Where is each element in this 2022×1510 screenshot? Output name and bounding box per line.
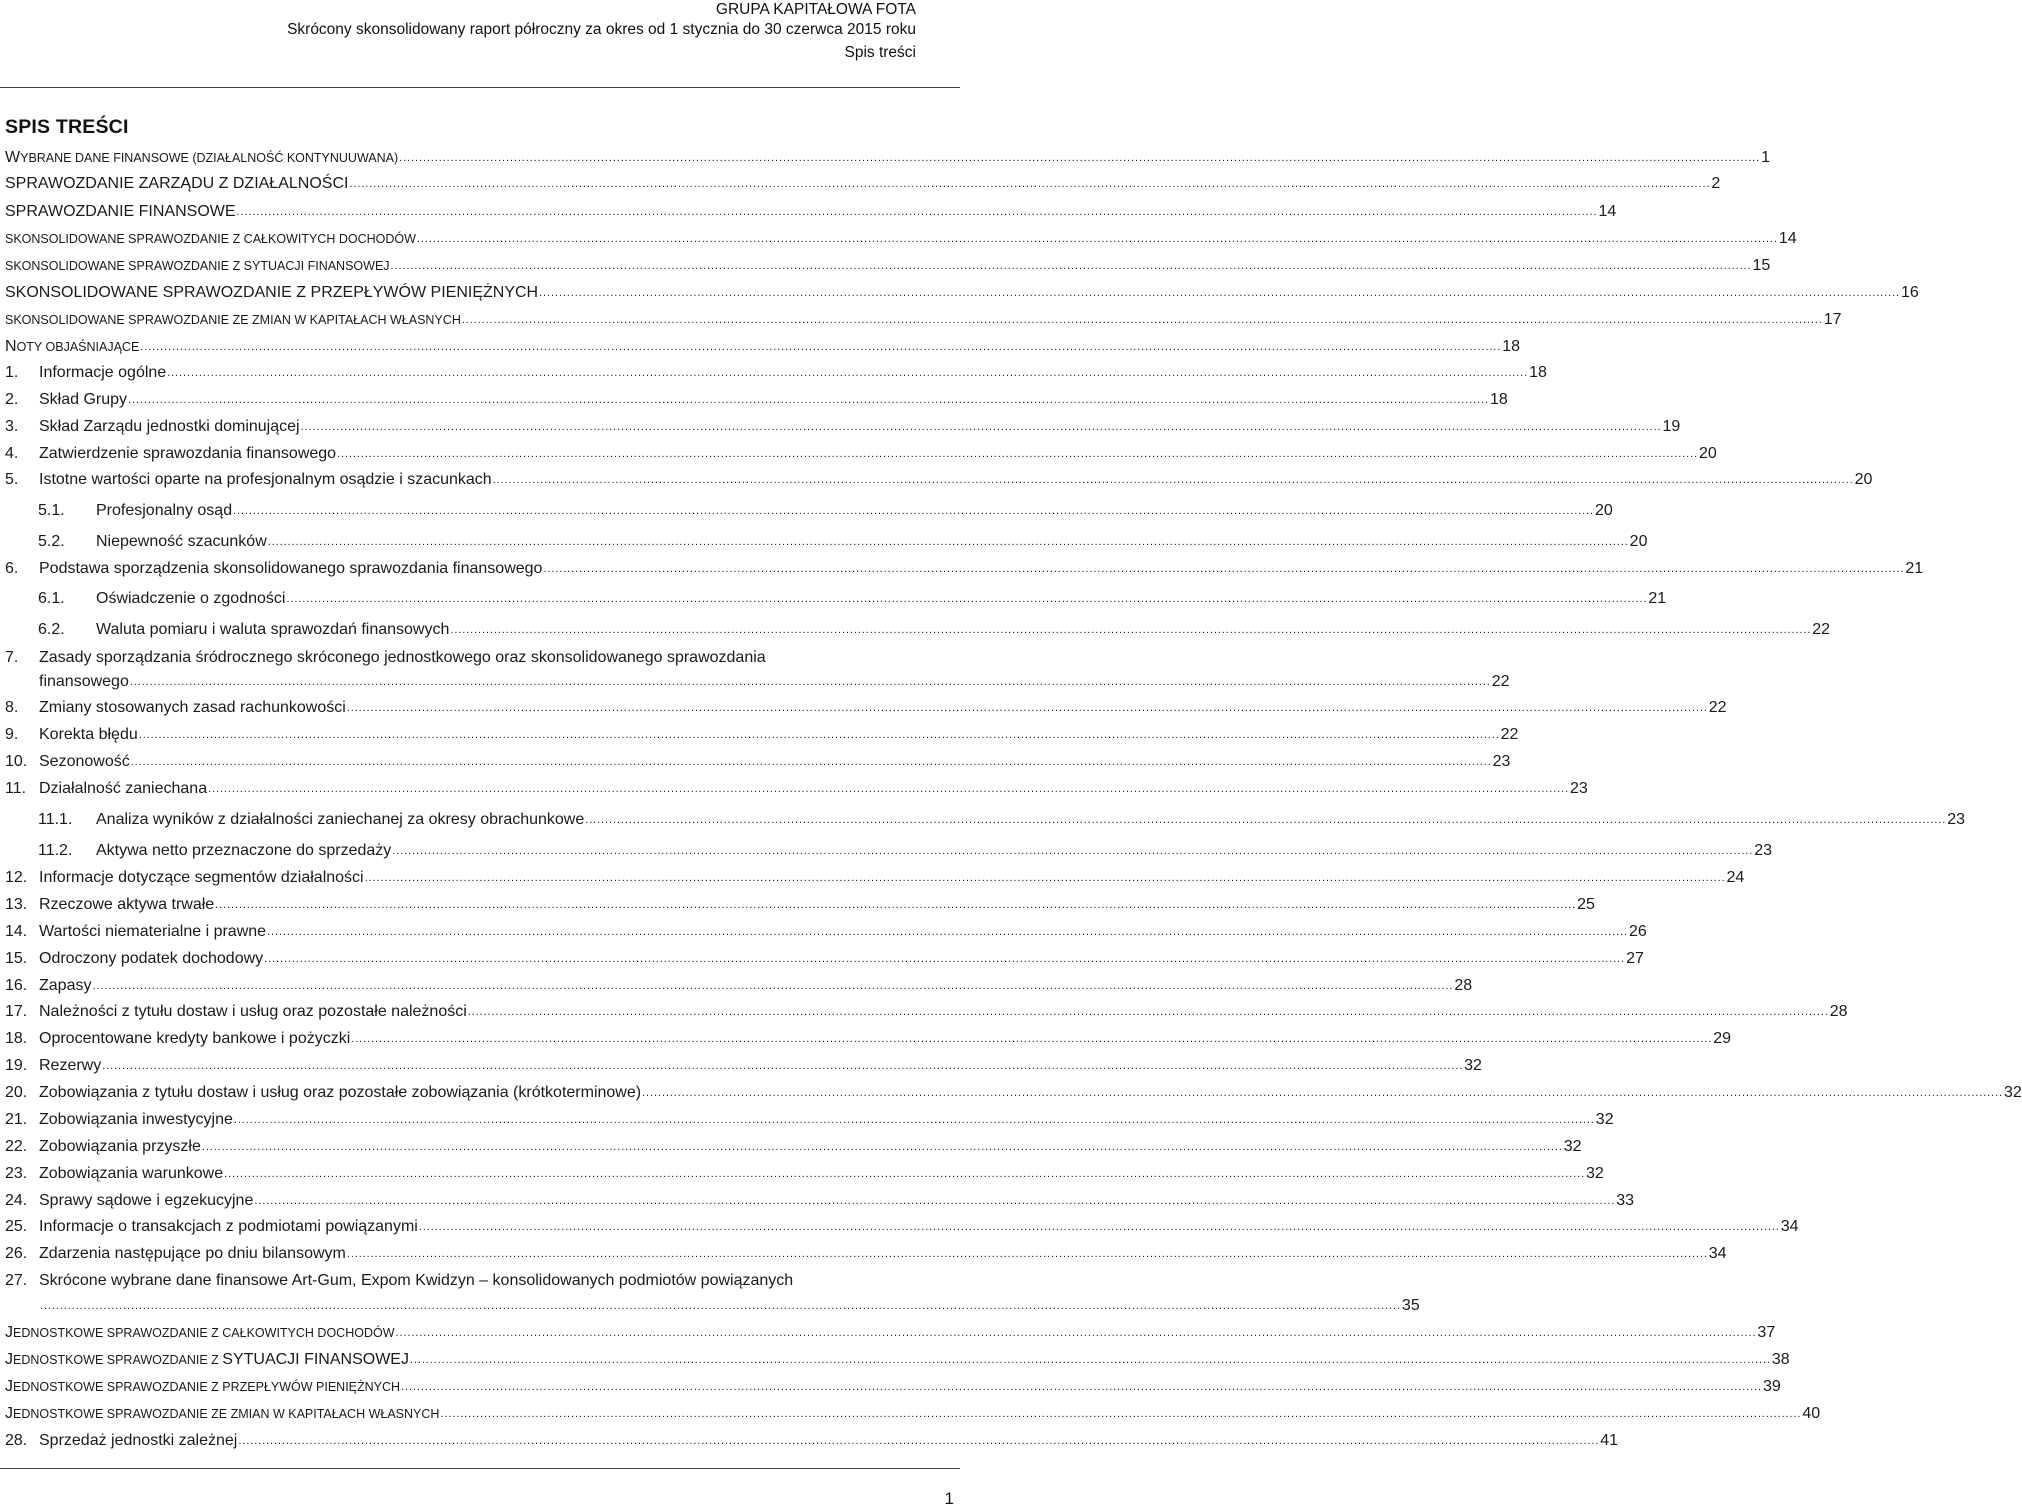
- toc-entry[interactable]: [5, 1056, 1482, 1077]
- toc-entry-number: 5.2.: [38, 533, 65, 550]
- toc-entry[interactable]: [5, 1244, 1727, 1265]
- toc-entry-text: Rezerwy: [39, 1057, 102, 1074]
- toc-entry[interactable]: [5, 1191, 1635, 1212]
- toc-entry-page: 18: [1529, 364, 1547, 381]
- toc-entry[interactable]: [5, 229, 1797, 250]
- toc-entry[interactable]: [5, 1110, 1614, 1131]
- toc-entry-page: 21: [1648, 590, 1667, 607]
- toc-entry-page: 21: [1905, 560, 1924, 577]
- toc-entry-page: 20: [1854, 471, 1873, 488]
- toc-entry-number: 5.: [5, 471, 19, 488]
- toc-entry-page: 35: [1401, 1297, 1420, 1314]
- toc-entry[interactable]: [5, 417, 1681, 438]
- toc-entry-text: Aktywa netto przeznaczone do sprzedaży: [96, 842, 392, 859]
- toc-entry[interactable]: [5, 698, 1727, 719]
- toc-leader-dots: [131, 752, 1492, 772]
- toc-title: SPIS TREŚCI: [5, 116, 129, 138]
- toc-entry-page: 19: [1662, 418, 1681, 435]
- toc-entry[interactable]: [5, 949, 1644, 970]
- toc-entry[interactable]: [5, 1431, 1619, 1452]
- toc-entry[interactable]: [5, 202, 1617, 223]
- toc-entry-number: 10.: [5, 753, 28, 770]
- toc-leader-dots: [462, 310, 1823, 330]
- toc-entry-text: EDNOSTKOWE SPRAWOZDANIE ZE ZMIAN W KAPITAŁACH WŁASNYCH: [13, 1407, 440, 1421]
- toc-entry-page: 23: [1754, 842, 1772, 859]
- toc-entry-page: 38: [1771, 1351, 1790, 1368]
- toc-entry-number: 15.: [5, 950, 28, 967]
- toc-entry-page: 14: [1778, 230, 1797, 247]
- toc-entry-page: 20: [1595, 502, 1613, 519]
- toc-entry-page: 15: [1752, 257, 1771, 274]
- toc-entry-number: 2.: [5, 391, 19, 408]
- toc-entry-wrap-line[interactable]: [5, 1271, 925, 1291]
- toc-entry[interactable]: [5, 256, 1771, 277]
- toc-leader-dots: [543, 559, 1904, 579]
- toc-leader-dots: [539, 283, 1900, 303]
- toc-entry[interactable]: [5, 895, 1595, 916]
- toc-entry-text-line1: Skrócone wybrane dane finansowe Art-Gum, Expom Kwidzyn – konsolidowanych podmiotów powiązanych: [39, 1272, 794, 1289]
- toc-entry[interactable]: [5, 444, 1717, 465]
- toc-entry-number: 4.: [5, 445, 19, 462]
- toc-entry-text: SKONSOLIDOWANE SPRAWOZDANIE Z SYTUACJI FINANSOWEJ: [5, 259, 390, 273]
- toc-entry-page: 34: [1708, 1245, 1727, 1262]
- toc-entry-initial: J: [5, 1351, 13, 1368]
- toc-leader-dots: [419, 1217, 1780, 1237]
- toc-entry-text: Waluta pomiaru i waluta sprawozdań finansowych: [96, 621, 450, 638]
- toc-entry-text: Zobowiązania przyszłe: [39, 1138, 201, 1155]
- toc-entry-number: 28.: [5, 1432, 28, 1449]
- toc-leader-dots: [301, 417, 1662, 437]
- toc-entry[interactable]: [5, 390, 1508, 411]
- toc-leader-dots: [268, 532, 1629, 552]
- toc-entry-page: 16: [1901, 284, 1919, 301]
- toc-entry-page: 41: [1600, 1432, 1619, 1449]
- toc-entry-text: Zmiany stosowanych zasad rachunkowości: [39, 699, 346, 716]
- toc-entry-number: 5.1.: [38, 502, 65, 519]
- toc-entry-number: 6.2.: [38, 621, 65, 638]
- toc-entry-text: Odroczony podatek dochodowy: [39, 950, 264, 967]
- toc-entry-text: Skład Zarządu jednostki dominującej: [39, 418, 300, 435]
- toc-entry[interactable]: [5, 1137, 1582, 1158]
- toc-entry-number: 22.: [5, 1138, 28, 1155]
- toc-entry[interactable]: [5, 470, 1873, 491]
- page-number: 1: [944, 1489, 954, 1508]
- toc-entry-text: Działalność zaniechana: [39, 780, 208, 797]
- toc-entry-number: 25.: [5, 1218, 28, 1235]
- toc-subentry[interactable]: [38, 532, 1648, 553]
- toc-entry-page: 26: [1628, 923, 1647, 940]
- toc-leader-dots: [391, 256, 1752, 276]
- toc-leader-dots: [92, 976, 1453, 996]
- toc-entry-initial: J: [5, 1405, 13, 1422]
- toc-subentry[interactable]: [38, 620, 1831, 641]
- toc-leader-dots: [139, 725, 1500, 745]
- toc-entry-text: Zobowiązania warunkowe: [39, 1165, 224, 1182]
- toc-entry-number: 16.: [5, 977, 28, 994]
- toc-entry-text: SKONSOLIDOWANE SPRAWOZDANIE Z CAŁKOWITYCH DOCHODÓW: [5, 232, 416, 246]
- toc-entry-text: EDNOSTKOWE SPRAWOZDANIE Z: [13, 1353, 223, 1367]
- toc-entry-page: 23: [1947, 811, 1965, 828]
- toc-leader-dots: [224, 1164, 1585, 1184]
- toc-entry-text: Oprocentowane kredyty bankowe i pożyczki: [39, 1030, 351, 1047]
- toc-entry-number: 13.: [5, 896, 28, 913]
- toc-entry-page: 2: [1711, 175, 1721, 192]
- toc-entry-page: 37: [1757, 1324, 1776, 1341]
- toc-entry-text: EDNOSTKOWE SPRAWOZDANIE Z CAŁKOWITYCH DOCHODÓW: [13, 1326, 395, 1340]
- toc-entry[interactable]: [5, 725, 1519, 746]
- toc-entry-number: 23.: [5, 1165, 28, 1182]
- toc-leader-dots: [396, 1323, 1757, 1343]
- toc-leader-dots: [130, 672, 1491, 692]
- toc-entry-text: Oświadczenie o zgodności: [96, 590, 286, 607]
- toc-entry-page: 22: [1708, 699, 1727, 716]
- toc-entry-text: SPRAWOZDANIE ZARZĄDU Z DZIAŁALNOŚCI: [5, 175, 349, 192]
- toc-entry-page: 24: [1726, 869, 1745, 886]
- toc-leader-dots: [215, 895, 1576, 915]
- toc-entry-text: Analiza wyników z działalności zaniechanej za okresy obrachunkowe: [96, 811, 585, 828]
- toc-entry-number: 8.: [5, 699, 19, 716]
- toc-entry[interactable]: [5, 1002, 1848, 1023]
- toc-entry-page: 22: [1491, 673, 1510, 690]
- toc-entry-page: 29: [1713, 1030, 1731, 1047]
- toc-entry-text: Zobowiązania inwestycyjne: [39, 1111, 233, 1128]
- toc-leader-dots: [167, 363, 1528, 383]
- toc-entry-text: YBRANE DANE FINANSOWE (DZIAŁALNOŚĆ KONTYNUUWANA): [20, 151, 399, 165]
- toc-entry-page: 34: [1780, 1218, 1799, 1235]
- toc-entry-number: 20.: [5, 1084, 28, 1101]
- toc-entry-page: 27: [1626, 950, 1644, 967]
- toc-entry-page: 32: [1595, 1111, 1614, 1128]
- toc-entry-page: 23: [1570, 780, 1588, 797]
- toc-entry-page: 22: [1812, 621, 1831, 638]
- toc-entry[interactable]: [5, 1323, 1776, 1344]
- toc-entry-text: Wartości niematerialne i prawne: [39, 923, 267, 940]
- toc-entry-text: Sezonowość: [39, 753, 130, 770]
- toc-leader-dots: [202, 1137, 1563, 1157]
- toc-entry[interactable]: [5, 1217, 1799, 1238]
- toc-leader-dots: [642, 1083, 2003, 1103]
- toc-entry-page: 40: [1802, 1405, 1821, 1422]
- toc-leader-dots: [233, 501, 1594, 521]
- toc-entry[interactable]: [5, 174, 1721, 195]
- toc-entry-number: 9.: [5, 726, 19, 743]
- toc-entry-number: 14.: [5, 923, 28, 940]
- header-divider: [0, 87, 960, 88]
- toc-entry-page: 32: [1586, 1165, 1604, 1182]
- toc-entry[interactable]: [5, 1029, 1731, 1050]
- toc-entry-initial: J: [5, 1324, 13, 1341]
- toc-entry-number: 21.: [5, 1111, 28, 1128]
- toc-entry-page: 28: [1454, 977, 1473, 994]
- toc-entry-page: 33: [1616, 1192, 1635, 1209]
- toc-entry-number: 17.: [5, 1003, 28, 1020]
- toc-entry-text-line1: Zasady sporządzania śródrocznego skróconego jednostkowego oraz skonsolidowanego sprawozdania: [39, 649, 766, 666]
- toc-entry-number: 11.2.: [38, 842, 73, 859]
- toc-leader-dots: [102, 1056, 1463, 1076]
- toc-entry[interactable]: [39, 672, 1510, 693]
- toc-leader-dots: [417, 229, 1778, 249]
- toc-entry-initial: N: [5, 338, 17, 355]
- toc-entry-initial: J: [5, 1378, 13, 1395]
- toc-leader-dots: [347, 698, 1708, 718]
- toc-entry[interactable]: [5, 559, 1924, 580]
- toc-entry[interactable]: [5, 283, 1919, 304]
- toc-entry-text: Zdarzenia następujące po dniu bilansowym: [39, 1245, 346, 1262]
- toc-entry-text-b: SYTUACJI FINANSOWEJ: [222, 1351, 409, 1368]
- toc-entry[interactable]: [5, 148, 1770, 169]
- toc-entry-wrap-line[interactable]: [5, 648, 868, 668]
- toc-entry[interactable]: [5, 922, 1647, 943]
- toc-entry-number: 6.: [5, 560, 19, 577]
- toc-entry-page: 14: [1598, 203, 1617, 220]
- toc-entry-number: 18.: [5, 1030, 28, 1047]
- toc-entry-text: Zapasy: [39, 977, 92, 994]
- toc-entry-page: 20: [1629, 533, 1648, 550]
- toc-leader-dots: [365, 868, 1726, 888]
- toc-leader-dots: [440, 1404, 1801, 1424]
- toc-leader-dots: [337, 444, 1698, 464]
- toc-entry[interactable]: [5, 976, 1473, 997]
- toc-leader-dots: [347, 1244, 1708, 1264]
- toc-entry-text: Podstawa sporządzenia skonsolidowanego sprawozdania finansowego: [39, 560, 543, 577]
- toc-entry-number: 7.: [5, 649, 19, 666]
- toc-leader-dots: [238, 1431, 1599, 1451]
- toc-entry-text: Skład Grupy: [39, 391, 128, 408]
- toc-leader-dots: [208, 779, 1569, 799]
- toc-entry-text: Niepewność szacunków: [96, 533, 267, 550]
- toc-entry[interactable]: [5, 1164, 1604, 1185]
- toc-entry[interactable]: [39, 1296, 1420, 1317]
- toc-entry-page: 17: [1823, 311, 1842, 328]
- toc-entry-page: 1: [1761, 149, 1770, 166]
- toc-entry-text: OTY OBJAŚNIAJĄCE: [16, 340, 140, 354]
- toc-entry-text: Należności z tytułu dostaw i usług oraz pozostałe należności: [39, 1003, 467, 1020]
- toc-entry-number: 19.: [5, 1057, 28, 1074]
- page-header: [0, 0, 960, 80]
- toc-leader-dots: [351, 1029, 1712, 1049]
- toc-entry[interactable]: [5, 1083, 2022, 1104]
- toc-entry-page: 18: [1489, 391, 1508, 408]
- toc-entry-page: 39: [1763, 1378, 1781, 1395]
- toc-leader-dots: [392, 841, 1753, 861]
- toc-leader-dots: [468, 1002, 1829, 1022]
- toc-entry-text: Korekta błędu: [39, 726, 138, 743]
- toc-entry-number: 11.1.: [38, 811, 73, 828]
- toc-entry-page: 32: [1563, 1138, 1582, 1155]
- toc-entry[interactable]: [5, 363, 1547, 384]
- toc-leader-dots: [254, 1191, 1615, 1211]
- toc-entry-page: 25: [1577, 896, 1595, 913]
- toc-leader-dots: [493, 470, 1854, 490]
- toc-leader-dots: [40, 1296, 1401, 1316]
- toc-entry-page: 23: [1492, 753, 1511, 770]
- toc-entry-text: Rzeczowe aktywa trwałe: [39, 896, 215, 913]
- toc-leader-dots: [401, 1377, 1762, 1397]
- toc-entry-text: Sprawy sądowe i egzekucyjne: [39, 1192, 254, 1209]
- toc-subentry[interactable]: [38, 589, 1667, 610]
- toc-entry-text: finansowego: [39, 673, 129, 690]
- toc-leader-dots: [140, 337, 1501, 357]
- toc-subentry[interactable]: [38, 810, 1965, 831]
- toc-entry-text: SKONSOLIDOWANE SPRAWOZDANIE ZE ZMIAN W KAPITAŁACH WŁASNYCH: [5, 313, 461, 327]
- toc-entry-number: 1.: [5, 364, 19, 381]
- toc-entry-text: Sprzedaż jednostki zależnej: [39, 1432, 238, 1449]
- toc-leader-dots: [237, 202, 1598, 222]
- toc-leader-dots: [267, 922, 1628, 942]
- toc-leader-dots: [585, 810, 1946, 830]
- toc-entry-number: 6.1.: [38, 590, 65, 607]
- toc-entry-text: Istotne wartości oparte na profesjonalnym osądzie i szacunkach: [39, 471, 492, 488]
- toc-leader-dots: [286, 589, 1647, 609]
- toc-entry-page: 32: [2004, 1084, 2022, 1101]
- toc-leader-dots: [450, 620, 1811, 640]
- toc-entry-page: 18: [1502, 338, 1520, 355]
- toc-entry-text: SKONSOLIDOWANE SPRAWOZDANIE Z PRZEPŁYWÓW PIENIĘŻNYCH: [5, 284, 539, 301]
- toc-entry[interactable]: [5, 1350, 1790, 1371]
- toc-leader-dots: [410, 1350, 1771, 1370]
- footer-divider: [0, 1468, 960, 1469]
- toc-entry-text: Informacje ogólne: [39, 364, 167, 381]
- toc-entry-number: 26.: [5, 1245, 28, 1262]
- toc-entry[interactable]: [5, 779, 1588, 800]
- toc-entry-number: 11.: [5, 780, 27, 797]
- toc-entry[interactable]: [5, 868, 1745, 889]
- toc-leader-dots: [128, 390, 1489, 410]
- toc-entry-number: 12.: [5, 869, 28, 886]
- toc-entry-text: Profesjonalny osąd: [96, 502, 233, 519]
- toc-entry[interactable]: [5, 1404, 1821, 1425]
- toc-entry-page: 20: [1698, 445, 1717, 462]
- header-report-title: Skrócony skonsolidowany raport półroczny za okres od 1 stycznia do 30 czerwca 2015 roku: [287, 21, 916, 38]
- toc-entry-number: 3.: [5, 418, 19, 435]
- toc-leader-dots: [264, 949, 1625, 969]
- toc-leader-dots: [349, 174, 1710, 194]
- toc-entry-page: 32: [1464, 1057, 1482, 1074]
- toc-entry-initial: W: [5, 149, 21, 166]
- toc-entry-text: Informacje dotyczące segmentów działalności: [39, 869, 364, 886]
- toc-entry[interactable]: [5, 1377, 1781, 1398]
- toc-entry-text: EDNOSTKOWE SPRAWOZDANIE Z PRZEPŁYWÓW PIENIĘŻNYCH: [13, 1380, 401, 1394]
- toc-subentry[interactable]: [38, 841, 1772, 862]
- toc-entry[interactable]: [5, 310, 1842, 331]
- toc-entry-text: Informacje o transakcjach z podmiotami powiązanymi: [39, 1218, 418, 1235]
- header-section: Spis treści: [844, 44, 916, 61]
- toc-entry-text: Zatwierdzenie sprawozdania finansowego: [39, 445, 337, 462]
- toc-entry-number: 24.: [5, 1192, 28, 1209]
- toc-entry[interactable]: [5, 337, 1520, 358]
- toc-entry[interactable]: [5, 752, 1511, 773]
- toc-entry-page: 22: [1500, 726, 1519, 743]
- toc-leader-dots: [399, 148, 1760, 168]
- header-company: GRUPA KAPITAŁOWA FOTA: [715, 1, 916, 18]
- toc-leader-dots: [234, 1110, 1595, 1130]
- toc-entry-text: SPRAWOZDANIE FINANSOWE: [5, 203, 236, 220]
- toc-entry-text: Zobowiązania z tytułu dostaw i usług oraz pozostałe zobowiązania (krótkoterminowe): [39, 1084, 642, 1101]
- toc-subentry[interactable]: [38, 501, 1613, 522]
- toc-entry-number: 27.: [5, 1272, 28, 1289]
- toc-entry-page: 28: [1829, 1003, 1848, 1020]
